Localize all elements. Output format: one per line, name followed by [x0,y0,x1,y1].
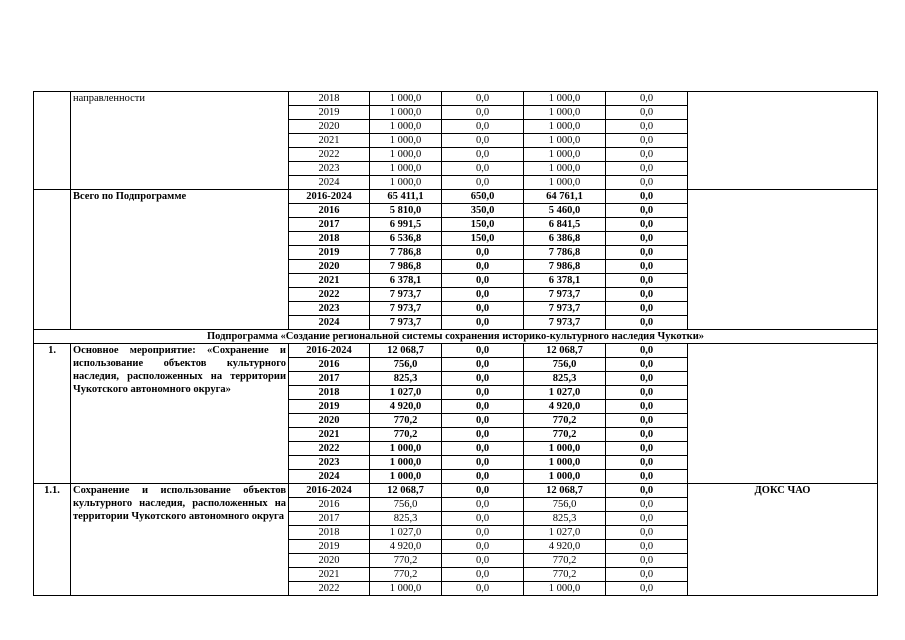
other-cell: 0,0 [606,260,688,274]
executor-cell [688,344,878,484]
federal-cell: 0,0 [442,470,524,484]
federal-cell: 0,0 [442,358,524,372]
year-cell: 2017 [289,512,370,526]
regional-cell: 1 000,0 [524,148,606,162]
regional-cell: 1 000,0 [524,582,606,596]
year-cell: 2023 [289,162,370,176]
regional-cell: 7 973,7 [524,302,606,316]
other-cell: 0,0 [606,218,688,232]
federal-cell: 150,0 [442,232,524,246]
regional-cell: 770,2 [524,568,606,582]
regional-cell: 1 000,0 [524,106,606,120]
regional-cell: 770,2 [524,428,606,442]
total-cell: 7 973,7 [370,288,442,302]
federal-cell: 0,0 [442,400,524,414]
row-description: Основное мероприятие: «Сохранение и использование объектов культурного наследия, расположенных на территории Чукотского автономного округа» [71,344,289,484]
federal-cell: 0,0 [442,568,524,582]
other-cell: 0,0 [606,540,688,554]
total-cell: 1 000,0 [370,134,442,148]
year-cell: 2017 [289,218,370,232]
other-cell: 0,0 [606,414,688,428]
federal-cell: 0,0 [442,162,524,176]
total-cell: 756,0 [370,498,442,512]
federal-cell: 0,0 [442,428,524,442]
total-cell: 825,3 [370,512,442,526]
regional-cell: 825,3 [524,512,606,526]
year-cell: 2018 [289,386,370,400]
regional-cell: 7 986,8 [524,260,606,274]
total-cell: 7 973,7 [370,316,442,330]
row-description: Сохранение и использование объектов культурного наследия, расположенных на территории Чукотского автономного округа [71,484,289,596]
regional-cell: 825,3 [524,372,606,386]
total-cell: 65 411,1 [370,190,442,204]
total-cell: 770,2 [370,414,442,428]
row-number: 1.1. [34,484,71,596]
table-row [34,344,878,358]
regional-cell: 1 000,0 [524,120,606,134]
federal-cell: 0,0 [442,512,524,526]
federal-cell: 0,0 [442,134,524,148]
regional-cell: 7 973,7 [524,316,606,330]
total-cell: 4 920,0 [370,400,442,414]
year-cell: 2022 [289,582,370,596]
federal-cell: 0,0 [442,302,524,316]
federal-cell: 0,0 [442,484,524,498]
federal-cell: 0,0 [442,554,524,568]
federal-cell: 0,0 [442,120,524,134]
regional-cell: 4 920,0 [524,400,606,414]
year-cell: 2023 [289,456,370,470]
federal-cell: 0,0 [442,386,524,400]
table-row [34,484,878,498]
total-cell: 1 000,0 [370,176,442,190]
year-cell: 2021 [289,568,370,582]
federal-cell: 0,0 [442,414,524,428]
total-cell: 770,2 [370,568,442,582]
table-body [34,92,878,596]
total-cell: 1 027,0 [370,386,442,400]
year-cell: 2019 [289,106,370,120]
other-cell: 0,0 [606,148,688,162]
year-cell: 2016-2024 [289,190,370,204]
other-cell: 0,0 [606,134,688,148]
total-cell: 7 973,7 [370,302,442,316]
total-cell: 1 000,0 [370,162,442,176]
federal-cell: 0,0 [442,148,524,162]
regional-cell: 1 000,0 [524,470,606,484]
regional-cell: 12 068,7 [524,344,606,358]
regional-cell: 1 000,0 [524,442,606,456]
federal-cell: 0,0 [442,106,524,120]
other-cell: 0,0 [606,372,688,386]
other-cell: 0,0 [606,484,688,498]
total-cell: 6 991,5 [370,218,442,232]
regional-cell: 7 786,8 [524,246,606,260]
total-cell: 825,3 [370,372,442,386]
other-cell: 0,0 [606,582,688,596]
year-cell: 2022 [289,442,370,456]
other-cell: 0,0 [606,302,688,316]
other-cell: 0,0 [606,344,688,358]
year-cell: 2022 [289,148,370,162]
other-cell: 0,0 [606,526,688,540]
year-cell: 2022 [289,288,370,302]
federal-cell: 350,0 [442,204,524,218]
federal-cell: 0,0 [442,344,524,358]
other-cell: 0,0 [606,400,688,414]
total-cell: 6 378,1 [370,274,442,288]
federal-cell: 0,0 [442,274,524,288]
total-cell: 4 920,0 [370,540,442,554]
executor-cell [688,92,878,190]
federal-cell: 0,0 [442,456,524,470]
other-cell: 0,0 [606,568,688,582]
regional-cell: 4 920,0 [524,540,606,554]
budget-table [33,91,878,596]
other-cell: 0,0 [606,162,688,176]
other-cell: 0,0 [606,120,688,134]
regional-cell: 1 000,0 [524,92,606,106]
other-cell: 0,0 [606,428,688,442]
federal-cell: 0,0 [442,92,524,106]
regional-cell: 6 841,5 [524,218,606,232]
regional-cell: 6 386,8 [524,232,606,246]
year-cell: 2018 [289,92,370,106]
other-cell: 0,0 [606,316,688,330]
federal-cell: 0,0 [442,372,524,386]
year-cell: 2020 [289,120,370,134]
federal-cell: 150,0 [442,218,524,232]
total-cell: 12 068,7 [370,344,442,358]
year-cell: 2019 [289,246,370,260]
regional-cell: 12 068,7 [524,484,606,498]
year-cell: 2018 [289,232,370,246]
year-cell: 2020 [289,260,370,274]
other-cell: 0,0 [606,512,688,526]
total-cell: 1 000,0 [370,92,442,106]
other-cell: 0,0 [606,92,688,106]
federal-cell: 0,0 [442,288,524,302]
total-cell: 1 027,0 [370,526,442,540]
year-cell: 2019 [289,400,370,414]
other-cell: 0,0 [606,498,688,512]
federal-cell: 0,0 [442,526,524,540]
regional-cell: 1 027,0 [524,526,606,540]
row-description: Всего по Подпрограмме [71,190,289,330]
other-cell: 0,0 [606,554,688,568]
row-description: направленности [71,92,289,190]
total-cell: 1 000,0 [370,148,442,162]
executor-cell [688,190,878,330]
year-cell: 2016 [289,204,370,218]
total-cell: 756,0 [370,358,442,372]
year-cell: 2018 [289,526,370,540]
other-cell: 0,0 [606,358,688,372]
table-row [34,92,878,106]
year-cell: 2021 [289,428,370,442]
federal-cell: 0,0 [442,540,524,554]
other-cell: 0,0 [606,232,688,246]
year-cell: 2016-2024 [289,344,370,358]
executor-cell: ДОКС ЧАО [688,484,878,596]
year-cell: 2016-2024 [289,484,370,498]
regional-cell: 756,0 [524,358,606,372]
regional-cell: 1 000,0 [524,176,606,190]
year-cell: 2021 [289,134,370,148]
total-cell: 7 986,8 [370,260,442,274]
total-cell: 770,2 [370,554,442,568]
regional-cell: 1 027,0 [524,386,606,400]
row-number [34,92,71,190]
regional-cell: 1 000,0 [524,456,606,470]
total-cell: 1 000,0 [370,442,442,456]
other-cell: 0,0 [606,190,688,204]
total-cell: 5 810,0 [370,204,442,218]
year-cell: 2024 [289,176,370,190]
subprogram-header-row [34,330,878,344]
row-number: 1. [34,344,71,484]
other-cell: 0,0 [606,442,688,456]
regional-cell: 1 000,0 [524,162,606,176]
other-cell: 0,0 [606,456,688,470]
year-cell: 2020 [289,414,370,428]
federal-cell: 650,0 [442,190,524,204]
total-cell: 12 068,7 [370,484,442,498]
federal-cell: 0,0 [442,176,524,190]
row-number [34,190,71,330]
year-cell: 2017 [289,372,370,386]
year-cell: 2016 [289,358,370,372]
year-cell: 2021 [289,274,370,288]
other-cell: 0,0 [606,288,688,302]
total-cell: 1 000,0 [370,470,442,484]
other-cell: 0,0 [606,274,688,288]
table-row [34,190,878,204]
regional-cell: 770,2 [524,414,606,428]
regional-cell: 5 460,0 [524,204,606,218]
federal-cell: 0,0 [442,582,524,596]
total-cell: 1 000,0 [370,456,442,470]
subprogram-header: Подпрограмма «Создание региональной системы сохранения историко-культурного наследия Чукотки» [34,330,878,344]
regional-cell: 770,2 [524,554,606,568]
federal-cell: 0,0 [442,246,524,260]
other-cell: 0,0 [606,106,688,120]
total-cell: 770,2 [370,428,442,442]
other-cell: 0,0 [606,470,688,484]
other-cell: 0,0 [606,386,688,400]
year-cell: 2019 [289,540,370,554]
other-cell: 0,0 [606,204,688,218]
regional-cell: 756,0 [524,498,606,512]
regional-cell: 64 761,1 [524,190,606,204]
federal-cell: 0,0 [442,260,524,274]
year-cell: 2016 [289,498,370,512]
total-cell: 1 000,0 [370,582,442,596]
federal-cell: 0,0 [442,316,524,330]
total-cell: 1 000,0 [370,120,442,134]
year-cell: 2024 [289,470,370,484]
total-cell: 1 000,0 [370,106,442,120]
total-cell: 6 536,8 [370,232,442,246]
regional-cell: 7 973,7 [524,288,606,302]
other-cell: 0,0 [606,246,688,260]
other-cell: 0,0 [606,176,688,190]
total-cell: 7 786,8 [370,246,442,260]
regional-cell: 1 000,0 [524,134,606,148]
federal-cell: 0,0 [442,442,524,456]
year-cell: 2020 [289,554,370,568]
regional-cell: 6 378,1 [524,274,606,288]
year-cell: 2023 [289,302,370,316]
federal-cell: 0,0 [442,498,524,512]
year-cell: 2024 [289,316,370,330]
